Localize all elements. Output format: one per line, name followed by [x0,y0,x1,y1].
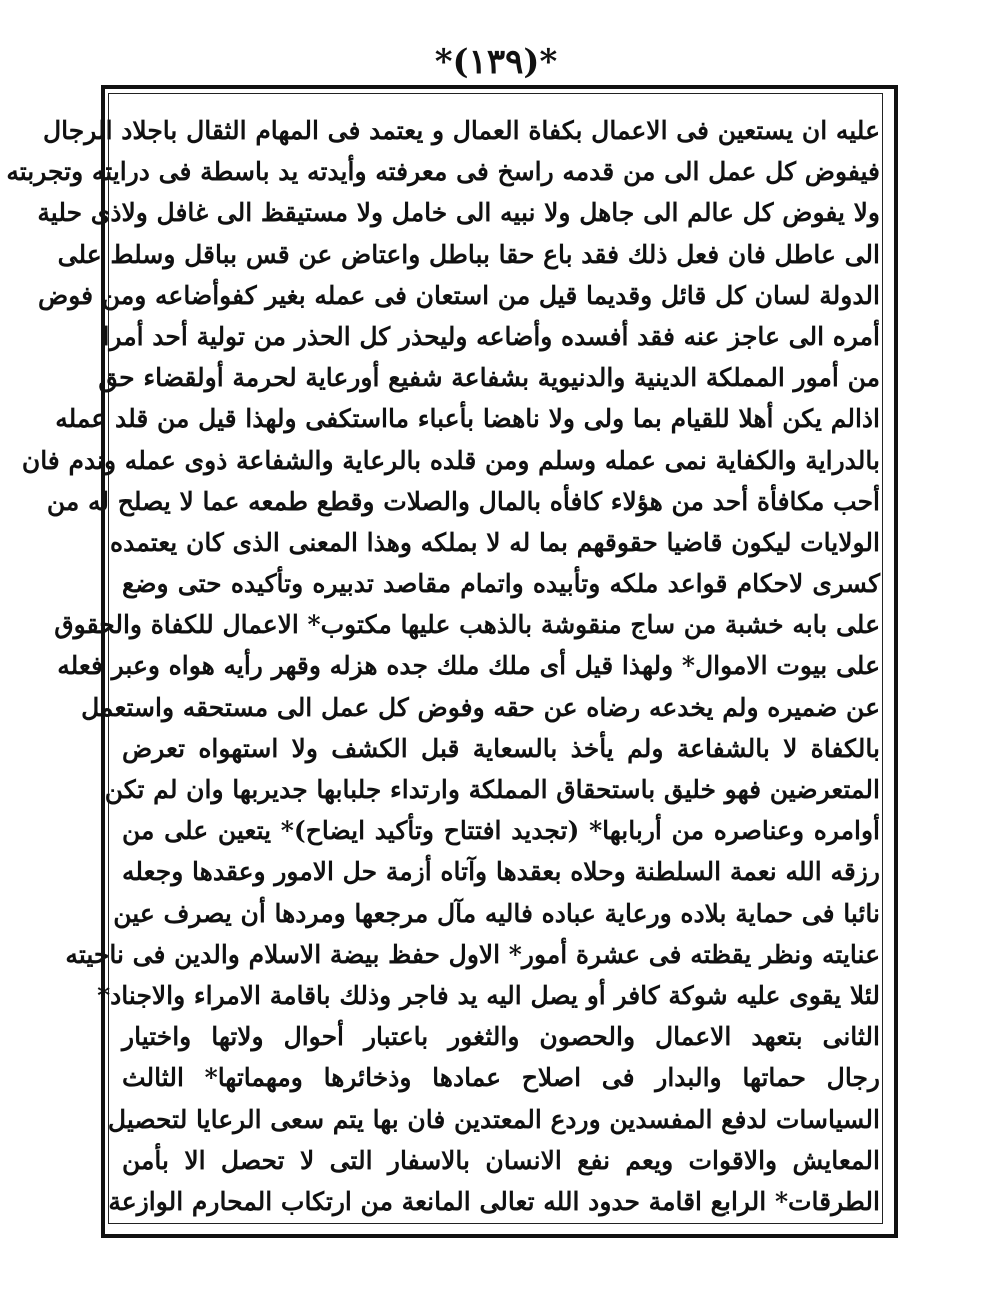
text-line: أوامره وعناصره من أربابها* (تجديد افتتاح وتأكيد ايضاح)* يتعين على من [122,816,880,846]
text-line: الطرقات* الرابع اقامة حدود الله تعالى المانعة من ارتكاب المحارم الوازعة [108,1186,880,1216]
text-line: كسرى لاحكام قواعد ملكه وتأبيده واتمام مقاصد تدبيره وتأكيده حتى وضع [122,569,880,599]
text-line: رزقه الله نعمة السلطنة وحلاه بعقدها وآتاه أزمة حل الامور وعقدها وجعله [122,857,880,887]
text-line: نائبا فى حماية بلاده ورعاية عباده فاليه مآل مرجعها ومردها أن يصرف عين [113,898,880,928]
text-line: بالدراية والكفاية نمى عمله وسلم ومن قلده بالرعاية والشفاعة ذوى عمله وندم فان [21,445,880,475]
text-line: ولا يفوض كل عالم الى جاهل ولا نبيه الى خامل ولا مستيقظ الى غافل ولاذى حلية [37,198,880,228]
text-line: لئلا يقوى عليه شوكة كافر أو يصل اليه يد فاجر وذلك باقامة الامراء والاجناد* [97,980,880,1010]
text-line: الثانى بتعهد الاعمال والحصون والثغور باعتبار أحوال ولاتها واختيار [122,1022,880,1052]
text-line: عليه ان يستعين فى الاعمال بكفاة العمال و يعتمد فى المهام الثقال باجلاد الرجال [43,116,880,145]
text-line: المتعرضين فهو خليق باستحقاق المملكة وارتداء جلبابها جديربها وان لم تكن [104,775,880,804]
text-line: عن ضميره ولم يخدعه رضاه عن حقه وفوض كل عمل الى مستحقه واستعمل [81,692,880,722]
text-line: أمره الى عاجز عنه فقد أفسده وأضاعه وليحذر كل الحذر من تولية أحد أمرا [102,321,880,351]
text-line: أحب مكافأة أحد من هؤلاء كافأه بالمال والصلات وقطع طمعه عما لا يصلح له من [46,486,880,516]
text-line: الولايات ليكون قاضيا حقوقهم بما له لا بملكه وهذا المعنى الذى كان يعتمده [110,527,880,557]
text-line: المعايش والاقوات ويعم نفع الانسان بالاسفار التى لا تحصل الا بأمن [122,1145,880,1175]
body-text [6,110,880,1220]
text-line: فيفوض كل عمل الى من قدمه راسخ فى معرفته وأيدته يد باسطة فى درايته وتجربته [6,157,880,187]
text-line: على بابه خشبة من ساج منقوشة بالذهب عليها مكتوب* الاعمال للكفاة والحقوق [54,610,880,640]
text-line: رجال حماتها والبدار فى اصلاح عمادها وذخائرها ومهماتها* الثالث [122,1063,880,1093]
text-line: عنايته ونظر يقظته فى عشرة أمور* الاول حفظ بيضة الاسلام والدين فى ناحيته [65,939,880,969]
text-line: على بيوت الاموال* ولهذا قيل أى ملك ملك جده هزله وقهر رأيه هواه وعبر فعله [57,651,880,681]
text-line: اذالم يكن أهلا للقيام بما ولى ولا ناهضا بأعباء مااستكفى ولهذا قيل من قلد عمله [55,404,880,434]
text-line: بالكفاة لا بالشفاعة ولم يأخذ بالسعاية قبل الكشف ولا استهواه تعرض [122,733,880,763]
text-line: من أمور المملكة الدينية والدنيوية بشفاعة شفيع أورعاية لحرمة أولقضاء حق [98,363,880,393]
text-line: الدولة لسان كل قائل وقديما قيل من استعان فى عمله بغير كفوأضاعه ومن فوض [38,280,880,310]
text-line: الى عاطل فان فعل ذلك فقد باع حقا بباطل واعتاض عن قس بباقل وسلط على [57,239,880,269]
text-line: السياسات لدفع المفسدين وردع المعتدين فان بها يتم سعى الرعايا لتحصيل [107,1104,880,1134]
page-number: *(١٣٩)* [434,42,558,82]
